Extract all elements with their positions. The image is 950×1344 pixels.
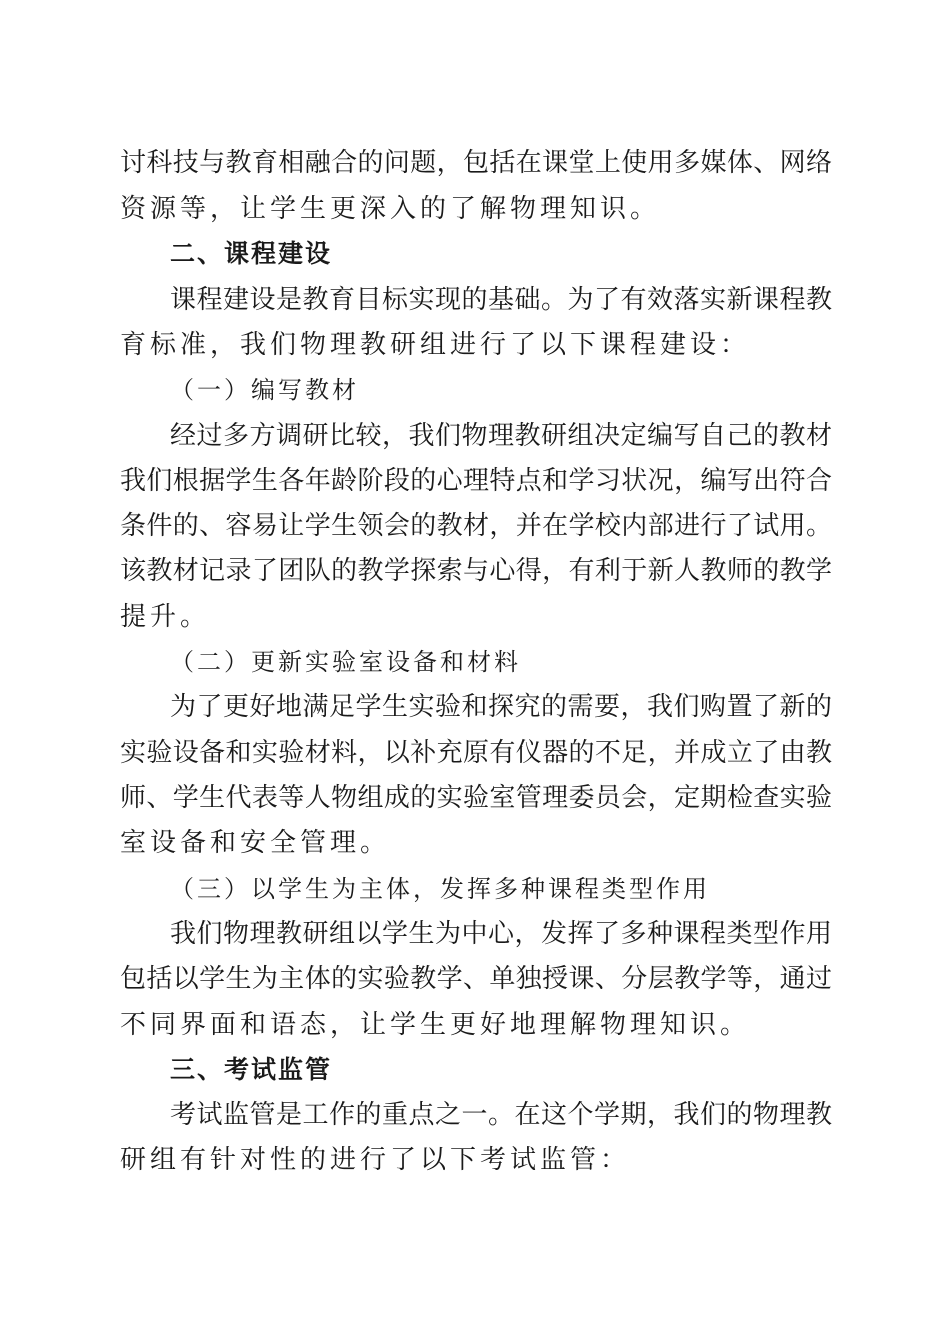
subsection-heading-textbook: （一）编写教材	[170, 376, 359, 404]
section-heading-course-construction: 二、课程建设	[170, 239, 333, 268]
paragraph-line: 师、学生代表等人物组成的实验室管理委员会，定期检查实验	[120, 783, 832, 813]
paragraph-line: 育标准，我们物理教研组进行了以下课程建设：	[120, 330, 751, 360]
subsection-heading-student-centered: （三）以学生为主体，发挥多种课程类型作用	[170, 875, 710, 903]
paragraph-line: 包括以学生为主体的实验教学、单独授课、分层教学等，通过	[120, 964, 832, 994]
paragraph-line: 条件的、容易让学生领会的教材，并在学校内部进行了试用。	[120, 511, 832, 541]
paragraph-line: 提升。	[120, 602, 211, 632]
paragraph-line: 不同界面和语态，让学生更好地理解物理知识。	[120, 1010, 751, 1040]
paragraph-line: 经过多方调研比较，我们物理教研组决定编写自己的教材	[170, 421, 832, 451]
paragraph-line: 资源等，让学生更深入的了解物理知识。	[120, 194, 661, 224]
paragraph-line: 我们物理教研组以学生为中心，发挥了多种课程类型作用	[170, 919, 832, 949]
paragraph-line: 实验设备和实验材料，以补充原有仪器的不足，并成立了由教	[120, 738, 832, 768]
paragraph-line: 研组有针对性的进行了以下考试监管：	[120, 1145, 631, 1175]
paragraph-line: 讨科技与教育相融合的问题，包括在课堂上使用多媒体、网络	[120, 148, 832, 178]
subsection-heading-lab-equipment: （二）更新实验室设备和材料	[170, 648, 521, 676]
paragraph-line: 室设备和安全管理。	[120, 828, 391, 858]
paragraph-line: 我们根据学生各年龄阶段的心理特点和学习状况，编写出符合	[120, 466, 832, 496]
paragraph-line: 课程建设是教育目标实现的基础。为了有效落实新课程教	[170, 285, 832, 315]
paragraph-line: 考试监管是工作的重点之一。在这个学期，我们的物理教	[170, 1100, 832, 1130]
section-heading-exam-supervision: 三、考试监管	[170, 1055, 333, 1084]
paragraph-line: 为了更好地满足学生实验和探究的需要，我们购置了新的	[170, 692, 832, 722]
paragraph-line: 该教材记录了团队的教学探索与心得，有利于新人教师的教学	[120, 556, 832, 586]
